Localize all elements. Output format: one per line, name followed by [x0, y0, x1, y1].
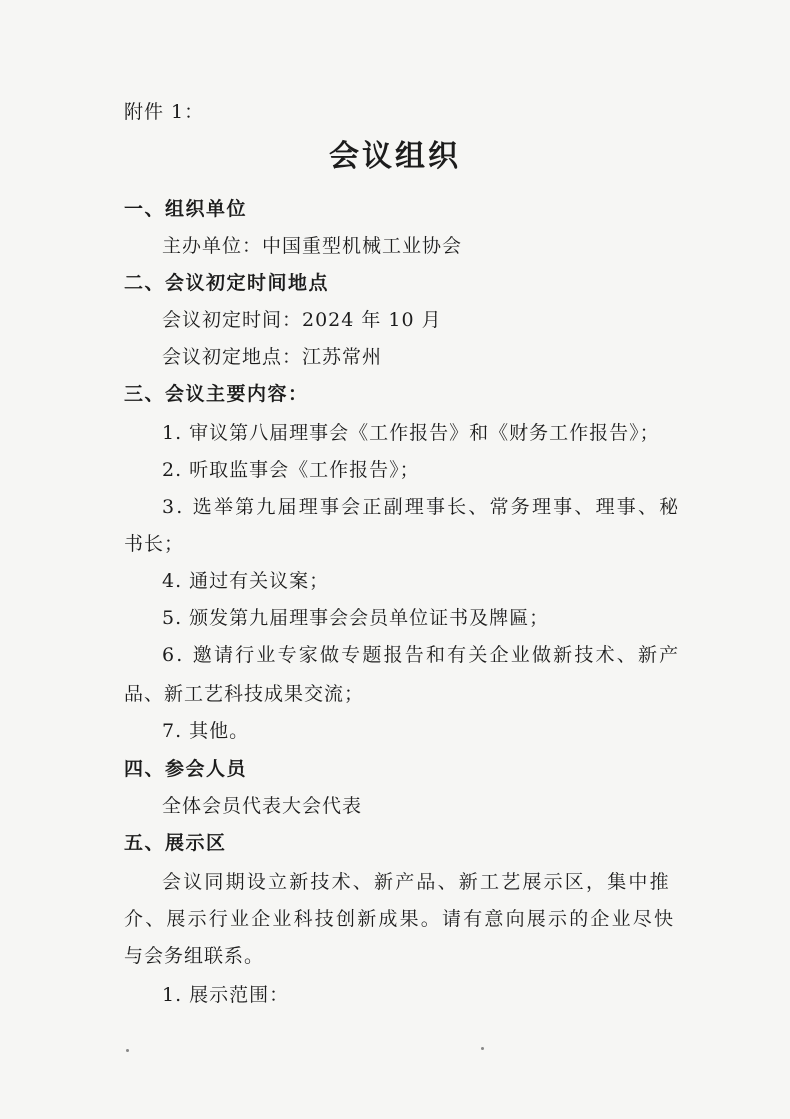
content-item-3-continued: 书长；	[124, 533, 185, 555]
exhibition-paragraph-line-1: 会议同期设立新技术、新产品、新工艺展示区，集中推	[162, 871, 671, 893]
content-item-6: 6. 邀请行业专家做专题报告和有关企业做新技术、新产	[162, 644, 681, 666]
section-heading-time-place: 二、会议初定时间地点	[124, 272, 330, 294]
attachment-label: 附件 1：	[124, 101, 205, 123]
content-item-3: 3. 选举第九届理事会正副理事长、常务理事、理事、秘	[162, 496, 681, 518]
scan-speck	[126, 1049, 129, 1052]
content-item-7: 7. 其他。	[162, 720, 250, 742]
section-heading-attendees: 四、参会人员	[124, 758, 248, 780]
content-item-6-continued: 品、新工艺科技成果交流；	[124, 683, 365, 705]
organizer-line: 主办单位：中国重型机械工业协会	[162, 235, 463, 257]
section-heading-organizer: 一、组织单位	[124, 198, 248, 220]
content-item-2: 2. 听取监事会《工作报告》；	[162, 459, 420, 481]
exhibition-paragraph-line-2: 介、展示行业企业科技创新成果。请有意向展示的企业尽快	[124, 908, 676, 930]
meeting-place-line: 会议初定地点：江苏常州	[162, 346, 383, 368]
meeting-time-line: 会议初定时间：2024 年 10 月	[162, 309, 442, 331]
page-title: 会议组织	[329, 139, 461, 174]
exhibition-scope-item: 1. 展示范围：	[162, 984, 290, 1006]
section-heading-content: 三、会议主要内容：	[124, 383, 309, 405]
content-item-1: 1. 审议第八届理事会《工作报告》和《财务工作报告》；	[162, 422, 660, 444]
attendees-line: 全体会员代表大会代表	[162, 795, 363, 817]
content-item-5: 5. 颁发第九届理事会会员单位证书及牌匾；	[162, 607, 550, 629]
scan-speck	[481, 1047, 484, 1050]
content-item-4: 4. 通过有关议案；	[162, 570, 330, 592]
exhibition-paragraph-line-3: 与会务组联系。	[124, 945, 265, 967]
section-heading-exhibition: 五、展示区	[124, 832, 227, 854]
